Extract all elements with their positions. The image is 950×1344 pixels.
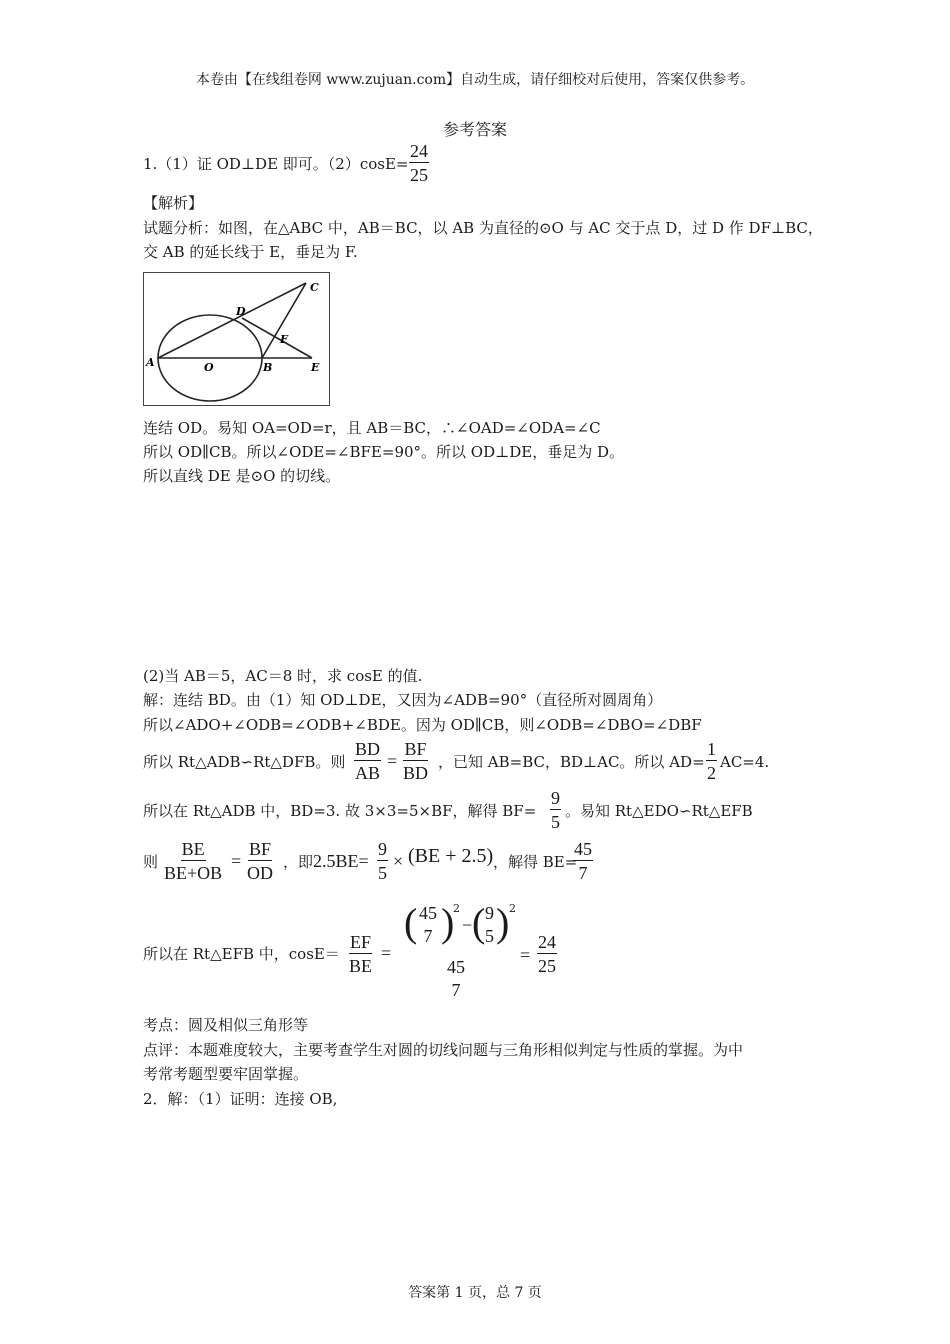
solution-line-5: 则 (143, 853, 159, 871)
fraction-ef-be (349, 933, 372, 975)
label-b: B (263, 361, 273, 374)
frac-num: 24 (410, 141, 428, 161)
exponent: 2 (453, 902, 460, 915)
label-e: E (311, 361, 320, 374)
frac-den: 5 (485, 926, 494, 946)
geometry-figure (143, 272, 330, 406)
dianping-line-2: 考常考题型要牢固掌握。 (143, 1065, 309, 1083)
solution-line-2: 所以∠ADO+∠ODB=∠ODB+∠BDE。因为 OD∥CB，则∠ODB=∠DBO=∠DBF (143, 716, 702, 734)
proof-line-2: 所以 OD∥CB。所以∠ODE=∠BFE=90°。所以 OD⊥DE，垂足为 D。 (143, 443, 625, 461)
solution-line-6: 所以在 Rt△EFB 中，cosE＝ (143, 945, 340, 963)
frac-num: 9 (485, 903, 494, 923)
frac-num: BD (355, 739, 381, 759)
page-footer: 答案第 1 页，总 7 页 (408, 1285, 542, 1301)
fraction-nine-fifths (550, 789, 561, 831)
kaodian-line: 考点：圆及相似三角形等 (143, 1016, 309, 1034)
label-a: A (146, 356, 155, 369)
exponent: 2 (509, 902, 516, 915)
fraction-24-25 (537, 933, 557, 975)
frac-den: OD (247, 863, 273, 883)
analysis-intro-1: 试题分析：如图，在△ABC 中，AB＝BC，以 AB 为直径的⊙O 与 AC 交于点 D，过 D 作 DF⊥BC， (143, 219, 823, 237)
right-paren: ) (441, 900, 455, 945)
left-paren: ( (404, 900, 418, 945)
label-f: F (280, 333, 288, 346)
equation-part-2: (BE + 2.5) (408, 845, 494, 867)
frac-num: BE (181, 839, 205, 859)
frac-den: 25 (410, 165, 428, 185)
fraction-45-7-squared (418, 904, 438, 945)
frac-num: 45 (419, 903, 437, 923)
equals-sign: = (381, 943, 392, 963)
label-d: D (236, 305, 246, 318)
fraction-be-over-be-ob (164, 840, 222, 882)
frac-den: 25 (538, 956, 556, 976)
line-de (242, 318, 312, 358)
equals-sign: = (387, 751, 398, 771)
equation-part-1: 2.5BE= (313, 851, 369, 871)
frac-den: BE (349, 956, 373, 976)
frac-den: 5 (551, 812, 560, 832)
denominator-45-7 (446, 958, 466, 999)
fraction-45-7 (573, 840, 593, 882)
circle-triangle-diagram (144, 273, 329, 405)
proof-line-1: 连结 OD。易知 OA=OD=r，且 AB＝BC，∴∠OAD=∠ODA=∠C (143, 419, 601, 437)
solution-line-3-mid: ，已知 AB=BC，BD⊥AC。所以 AD= (438, 753, 705, 771)
solution-line-3: 所以 Rt△ADB∽Rt△DFB。则 (143, 753, 346, 771)
frac-num: 9 (551, 788, 560, 808)
frac-num: BF (404, 739, 427, 759)
fraction-bd-ab (354, 740, 381, 782)
analysis-tag: 【解析】 (143, 194, 204, 212)
complex-fraction (404, 900, 514, 1000)
frac-den: 5 (378, 863, 387, 883)
times-sign: × (393, 851, 404, 871)
frac-den: 7 (423, 926, 433, 946)
fraction-bf-od (247, 840, 273, 882)
solution-line-3-end: AC=4. (720, 753, 770, 771)
frac-den: 7 (578, 863, 588, 883)
page-title: 参考答案 (442, 120, 507, 139)
frac-den: AB (355, 763, 381, 783)
dianping-line-1: 点评：本题难度较大，主要考查学生对圆的切线问题与三角形相似判定与性质的掌握。为中 (143, 1041, 744, 1059)
frac-den: BE+OB (164, 863, 223, 883)
fraction-bf-bd (403, 740, 428, 782)
fraction-9-5-squared (484, 904, 495, 945)
frac-num: 9 (378, 839, 387, 859)
frac-num: 24 (538, 932, 556, 952)
part2-question: (2)当 AB＝5，AC＝8 时，求 cosE 的值. (143, 667, 423, 685)
solution-line-4: 所以在 Rt△ADB 中，BD=3. 故 3×3=5×BF，解得 BF= (143, 802, 537, 820)
label-o: O (204, 361, 214, 374)
fraction-one-half (706, 740, 717, 782)
solution-line-4-end: 。易知 Rt△EDO∽Rt△EFB (565, 802, 753, 820)
proof-line-3: 所以直线 DE 是⊙O 的切线。 (143, 467, 341, 485)
frac-num: 45 (447, 957, 465, 977)
q1-answer: 1.（1）证 OD⊥DE 即可。（2）cosE= (143, 155, 409, 173)
solution-line-5-ji: ，即 (283, 853, 314, 871)
page-header: 本卷由【在线组卷网 www.zujuan.com】自动生成，请仔细校对后使用，答案仅供参考。 (195, 72, 755, 88)
equals-sign: = (231, 851, 242, 871)
label-c: C (310, 281, 319, 294)
frac-den: BD (403, 763, 429, 783)
analysis-intro-2: 交 AB 的延长线于 E，垂足为 F. (143, 243, 358, 261)
frac-num: BF (248, 839, 272, 859)
fraction-nine-fifths-2 (377, 840, 388, 882)
frac-num: EF (350, 932, 372, 952)
equals-sign: = (520, 945, 531, 965)
solution-line-1: 解：连结 BD。由（1）知 OD⊥DE，又因为∠ADB=90°（直径所对圆周角） (143, 691, 663, 709)
right-paren: ) (496, 900, 510, 945)
q2-line-1: 2．解：（1）证明：连接 OB, (143, 1090, 338, 1108)
q1-answer-fraction (409, 142, 429, 184)
minus-sign: − (462, 915, 473, 935)
frac-num: 45 (574, 839, 592, 859)
frac-num: 1 (707, 739, 716, 759)
solution-line-5-end: ，解得 BE= (493, 853, 578, 871)
frac-den: 2 (707, 763, 716, 783)
left-paren: ( (472, 900, 486, 945)
frac-den: 7 (451, 980, 461, 1000)
